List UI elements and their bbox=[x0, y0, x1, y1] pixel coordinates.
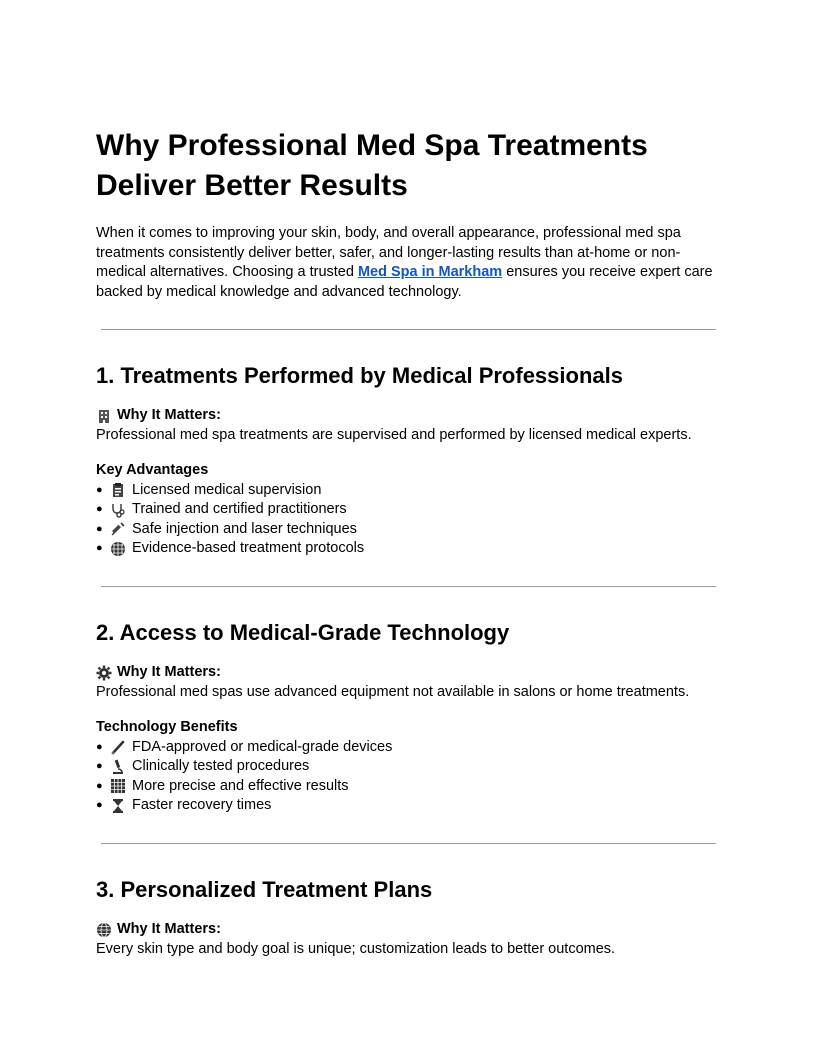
section-heading-1: 1. Treatments Performed by Medical Professionals bbox=[96, 363, 623, 388]
why-label: Why It Matters: bbox=[117, 407, 221, 423]
grid-icon bbox=[110, 778, 126, 794]
syringe-icon bbox=[110, 521, 126, 537]
why-text: Every skin type and body goal is unique; customization leads to better outcomes. bbox=[96, 940, 616, 957]
list-item bbox=[96, 481, 364, 501]
lab-icon bbox=[110, 541, 126, 557]
section-divider bbox=[101, 843, 716, 844]
med-spa-markham-link[interactable]: Med Spa in Markham bbox=[357, 264, 503, 280]
advantages-list bbox=[96, 481, 364, 559]
subheading: Key Advantages bbox=[96, 462, 209, 478]
list-item-text: Trained and certified practitioners bbox=[132, 501, 347, 517]
intro-paragraph bbox=[96, 224, 720, 302]
section-heading-3: 3. Personalized Treatment Plans bbox=[96, 877, 433, 902]
bullet: ● bbox=[96, 760, 103, 772]
intro-text-before: When it comes to improving your skin, body, and overall appearance, professional med spa treatments consistently deliver better, safer, and longer-lasting results than at-home or non-medical alternatives. Choosing a trusted bbox=[96, 225, 681, 280]
list-item-text: Licensed medical supervision bbox=[132, 481, 322, 498]
why-label: Why It Matters: bbox=[117, 664, 221, 680]
list-item bbox=[96, 777, 392, 797]
stethoscope-icon bbox=[110, 502, 126, 518]
bullet: ● bbox=[96, 483, 103, 496]
list-item bbox=[96, 796, 392, 816]
section-divider bbox=[101, 586, 716, 587]
gear-icon bbox=[96, 665, 112, 681]
subheading: Technology Benefits bbox=[96, 719, 238, 735]
list-item-text: More precise and effective results bbox=[132, 777, 349, 794]
list-item bbox=[96, 757, 392, 777]
list-item bbox=[96, 500, 364, 520]
list-item-text: FDA-approved or medical-grade devices bbox=[132, 738, 393, 755]
device-icon bbox=[110, 739, 126, 755]
list-item bbox=[96, 520, 364, 540]
bullet: ● bbox=[96, 740, 103, 753]
hourglass-icon bbox=[110, 798, 126, 814]
list-item-text: Faster recovery times bbox=[132, 797, 272, 813]
bullet: ● bbox=[96, 503, 103, 515]
benefits-list bbox=[96, 738, 392, 816]
why-it-matters-1 bbox=[96, 406, 692, 445]
bullet: ● bbox=[96, 522, 103, 535]
why-text: Professional med spa treatments are supervised and performed by licensed medical experts. bbox=[96, 426, 692, 443]
key-advantages-block bbox=[96, 461, 364, 559]
why-it-matters-2 bbox=[96, 663, 689, 702]
list-item bbox=[96, 738, 392, 758]
clipboard-icon bbox=[110, 482, 126, 498]
technology-benefits-block bbox=[96, 718, 392, 816]
why-text: Professional med spas use advanced equipment not available in salons or home treatments. bbox=[96, 683, 690, 700]
bullet: ● bbox=[96, 799, 103, 811]
section-heading-2: 2. Access to Medical-Grade Technology bbox=[96, 620, 510, 645]
why-it-matters-3 bbox=[96, 920, 615, 959]
bullet: ● bbox=[96, 779, 103, 792]
section-divider bbox=[101, 329, 716, 330]
intro-text-after: ensures you receive expert care backed by medical knowledge and advanced technology. bbox=[96, 264, 713, 300]
list-item-text: Clinically tested procedures bbox=[132, 758, 310, 774]
bullet: ● bbox=[96, 542, 103, 554]
list-item-text: Safe injection and laser techniques bbox=[132, 520, 357, 537]
list-item bbox=[96, 539, 364, 559]
why-label: Why It Matters: bbox=[117, 921, 221, 937]
list-item-text: Evidence-based treatment protocols bbox=[132, 540, 365, 556]
hospital-icon bbox=[96, 408, 112, 424]
globe-icon bbox=[96, 922, 112, 938]
page-title: Why Professional Med Spa Treatments Deliver Better Results bbox=[96, 129, 648, 202]
microscope-icon bbox=[110, 759, 126, 775]
